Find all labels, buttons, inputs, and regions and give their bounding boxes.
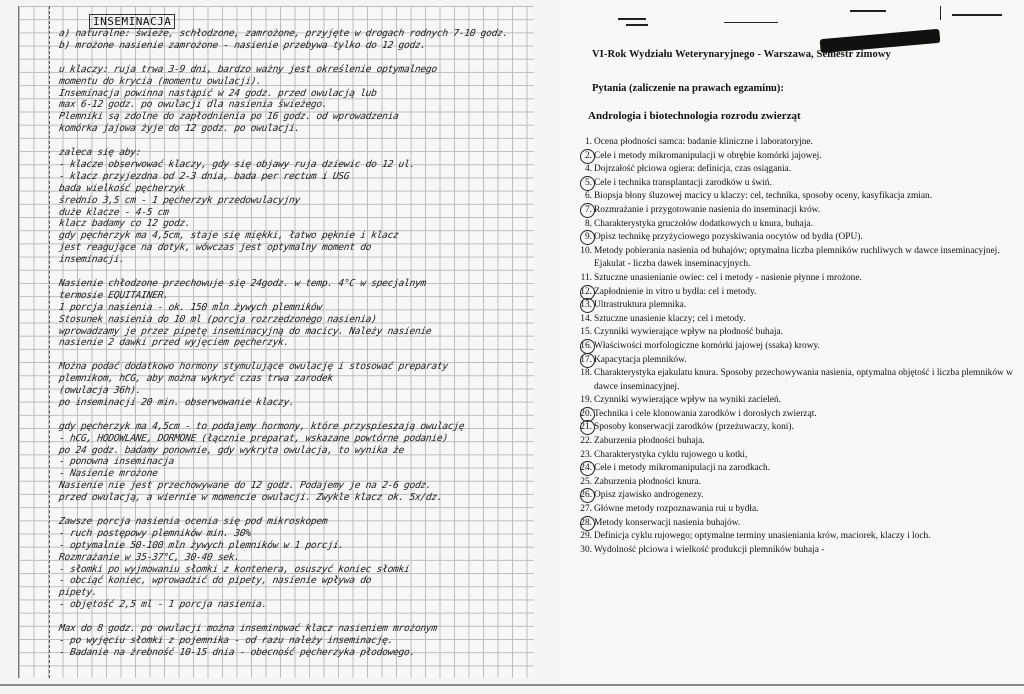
question-item	[574, 394, 1014, 408]
handwritten-line: wprowadzamy je przez pipetę inseminacyjną do macicy. Należy nasienie	[58, 325, 433, 337]
question-item	[574, 231, 1014, 245]
question-text: Dojrzałość płciowa ogiera: definicja, czas osiągania.	[594, 164, 792, 175]
handwritten-line: Plemniki są zdolne do zapłodnienia po 16 godz. od wprowadzenia	[58, 111, 400, 123]
question-text: Cele i metody mikromanipulacji na zarodkach.	[594, 463, 770, 474]
question-text: Kapacytacja plemników.	[594, 354, 687, 365]
question-text: Rozmrażanie i przygotowanie nasienia do inseminacji krów.	[594, 204, 821, 215]
handwritten-line: a) naturalne: świeże, schłodzone, zamrożone, przyjęte w drogach rodnych 7-10 godz.	[58, 28, 509, 39]
question-item	[574, 367, 1014, 394]
question-text: Metody pobierania nasienia od buhajów; optymalna liczba plemników ruchliwych w dawce inseminacyjnej. Ejakulat - liczba dawek inseminacyjnych.	[594, 245, 1000, 270]
question-text: Główne metody rozpoznawania rui u bydła.	[594, 504, 759, 515]
question-number: 19.	[580, 395, 592, 406]
handwritten-line: jest reagujące na dotyk, wówczas jest optymalny moment do	[58, 242, 372, 254]
question-number: 5.	[574, 177, 592, 191]
scan-mark	[850, 10, 886, 12]
handwritten-line: - słomki po wyjmowaniu słomki z kontenera, osuszyć koniec słomki	[58, 563, 411, 575]
question-item	[574, 150, 1014, 164]
handwritten-line: po inseminacji 20 min. obserwowanie klaczy.	[58, 396, 296, 408]
question-text: Opisz zjawisko androgenezy.	[594, 490, 704, 501]
question-number: 26.	[574, 489, 592, 503]
handwritten-line: 1 porcja nasienia - ok. 150 mln żywych plemników	[58, 301, 323, 313]
question-text: Definicja cyklu rujowego; optymalne terminy unasieniania krów, maciorek, klaczy i loch.	[594, 531, 931, 542]
handwritten-line: po 24 godz. badamy ponownie, gdy wykryta owulacja, to wynika że	[58, 444, 405, 456]
subject-title: Andrologia i biotechnologia rozrodu zwierząt	[588, 110, 801, 122]
question-number: 21.	[574, 421, 592, 435]
question-item	[574, 245, 1014, 272]
question-item	[574, 286, 1014, 300]
question-text: Zapłodnienie in vitro u bydła: cel i metody.	[594, 286, 757, 297]
question-text: Metody konserwacji nasienia buhajów.	[594, 517, 741, 528]
question-text: Opisz technikę przyżyciowego pozyskiwania oocytów od bydła (OPU).	[594, 232, 863, 243]
handwritten-line: - optymalnie 50-100 mln żywych plemników w 1 porcji.	[58, 539, 345, 551]
handwritten-line: Nasienie chłodzone przechowuje się 24godz. w temp. 4°C w specjalnym	[58, 277, 427, 289]
question-text: Technika i cele klonowania zarodków i dorosłych zwierząt.	[594, 408, 817, 419]
question-number: 24.	[574, 462, 592, 476]
question-item	[574, 489, 1014, 503]
handwritten-line: zaleca się aby:	[58, 147, 142, 158]
question-item	[574, 476, 1014, 490]
handwritten-line: przed owulacją, a wiernie w momencie owulacji. Zwykle klacz ok. 5x/dz.	[58, 492, 444, 504]
question-text: Charakterystyka ejakulatu knura. Sposoby przechowywania nasienia, optymalna objętość i liczba plemników w dawce inseminacyjnej.	[594, 368, 1013, 392]
question-item	[574, 421, 1014, 435]
question-item	[574, 530, 1014, 544]
handwritten-line: komórka jajowa żyje do 12 godz. po owulacji.	[58, 123, 301, 135]
question-item	[574, 503, 1014, 517]
handwritten-line: - ponowna inseminacja	[58, 456, 175, 468]
question-text: Cele i metody mikromanipulacji w obrębie komórki jajowej.	[594, 150, 822, 161]
scan-mark	[618, 18, 646, 20]
question-number: 27.	[580, 504, 592, 515]
question-number: 13.	[574, 299, 592, 313]
handwritten-line: klacz badamy co 12 godz.	[58, 218, 192, 230]
question-item	[574, 190, 1014, 204]
question-text: Zaburzenia płodności buhaja.	[594, 436, 705, 447]
question-number: 29.	[580, 531, 592, 542]
faculty-header: VI-Rok Wydziału Weterynaryjnego - Warszawa, Semestr zimowy	[592, 49, 891, 60]
handwritten-line: nasienie 2 dawki przed wyjęciem pęcherzyk.	[58, 337, 290, 349]
handwritten-line: - po wyjęciu słomki z pojemnika - od razu należy inseminację.	[58, 634, 394, 646]
handwritten-line: - objętość 2,5 ml - 1 porcja nasienia.	[58, 599, 268, 611]
question-number: 12.	[574, 286, 592, 300]
question-list	[574, 136, 1014, 557]
page-bottom-edge	[0, 684, 1024, 686]
question-number: 6.	[584, 191, 592, 202]
handwritten-line: b) mrożone nasienie zamrożone - nasienie przebywa tylko do 12 godz.	[58, 39, 427, 51]
handwritten-line: - Nasienie mrożone	[58, 468, 159, 480]
handwritten-line: gdy pęcherzyk ma 4,5cm, staje się miękki, łatwo pęknie i klacz	[58, 230, 400, 242]
handwritten-line: - obciąć koniec, wprowadzić do pipety, nasienie wpływa do	[58, 575, 372, 587]
question-text: Ocena płodności samca: badanie kliniczne i laboratoryjne.	[594, 137, 813, 147]
handwritten-notes-page	[18, 6, 534, 678]
handwritten-line: Stosunek nasienia do 10 ml (porcja rozrzedzonego nasienia)	[58, 313, 378, 325]
handwritten-line: Rozmrażanie w 35-37°C, 30-40 sek.	[58, 551, 241, 563]
question-item	[574, 340, 1014, 354]
handwritten-line: Zawsze porcja nasienia ocenia się pod mikroskopem	[58, 515, 329, 527]
question-number: 22.	[580, 436, 592, 447]
question-item	[574, 544, 1014, 558]
handwritten-line: - Badanie na żrebność 10-15 dnia - obecność pęcherzyka płodowego.	[58, 646, 416, 658]
question-text: Charakterystyka cyklu rujowego u kotki,	[594, 449, 748, 460]
question-number: 7.	[574, 204, 592, 218]
handwritten-line: u klaczy: ruja trwa 3-9 dni, bardzo ważny jest określenie optymalnego	[58, 63, 438, 75]
question-number: 30.	[580, 544, 592, 555]
question-number: 4.	[584, 164, 592, 175]
exam-heading: Pytania (zaliczenie na prawach egzaminu):	[592, 83, 784, 94]
handwritten-line: termosie EQUITAINER.	[58, 289, 170, 301]
handwritten-line: Można podać dodatkowo hormony stymulujące owulację i stosować preparaty	[58, 361, 449, 373]
question-text: Czynniki wywierające wpływ na wyniki zacieleń.	[594, 395, 781, 406]
question-item	[574, 435, 1014, 449]
question-text: Zaburzenia płodności knura.	[594, 476, 701, 487]
question-item	[574, 272, 1014, 286]
question-number: 2.	[574, 150, 592, 164]
question-number: 11.	[580, 272, 592, 283]
question-text: Ultrastruktura plemnika.	[594, 300, 687, 311]
question-item	[574, 299, 1014, 313]
handwritten-line: Nasienie nie jest przechowywane do 12 godz. Podajemy je na 2-6 godz.	[58, 480, 433, 492]
question-text: Charakterystyka gruczołów dodatkowych u knura, buhaja.	[594, 218, 813, 229]
question-number: 10.	[580, 245, 592, 256]
question-item	[574, 462, 1014, 476]
question-number: 17.	[574, 354, 592, 368]
question-item	[574, 326, 1014, 340]
question-item	[574, 136, 1014, 150]
question-text: Sztuczne unasienianie owiec: cel i metody - nasienie płynne i mrożone.	[594, 272, 862, 283]
handwritten-line: inseminacji.	[58, 254, 126, 266]
handwritten-line: (owulacja 36h).	[58, 385, 142, 396]
question-item	[574, 354, 1014, 368]
handwritten-line: - klacz przyjezdna od 2-3 dnia, bada per rectum i USG	[58, 170, 351, 182]
handwritten-line: - ruch postępowy plemników min. 30%	[58, 527, 252, 539]
scan-mark	[940, 6, 941, 20]
scan-mark	[952, 14, 1002, 16]
question-item	[574, 163, 1014, 177]
handwritten-line: max 6-12 godz. po owulacji dla nasienia świeżego.	[58, 99, 329, 111]
question-number: 8.	[584, 218, 592, 229]
question-text: Czynniki wywierające wpływ na płodność buhaja.	[594, 327, 784, 338]
question-item	[574, 517, 1014, 531]
question-item	[574, 177, 1014, 191]
margin-line	[49, 6, 51, 678]
question-number: 25.	[580, 476, 592, 487]
handwritten-line: średnio 3,5 cm - 1 pęcherzyk przedowulacyjny	[58, 194, 301, 206]
question-text: Wydolność płciowa i wielkość produkcji plemników buhaja -	[594, 544, 825, 555]
handwritten-line: momentu do krycia (momentu owulacji).	[58, 75, 263, 87]
handwritten-line: bada wielkość pęcherzyk	[58, 182, 186, 194]
question-number: 9.	[574, 231, 592, 245]
handwritten-line: - klacze obserwować klaczy, gdy się objawy ruja dziewic do 12 ul.	[58, 158, 416, 170]
question-text: Sposoby konserwacji zarodków (przeżuwaczy, koni).	[594, 422, 794, 433]
question-item	[574, 204, 1014, 218]
scan-mark	[626, 24, 648, 26]
question-text: Biopsja błony śluzowej macicy u klaczy: cel, technika, sposoby oceny, kasyfikacja zmian.	[594, 191, 933, 202]
handwritten-line: plemnikom, hCG, aby można wykryć czas trwa zarodek	[58, 373, 334, 385]
handwritten-line: Inseminacja powinna nastąpić w 24 godz. przed owulacją lub	[58, 87, 378, 99]
handwritten-line: - hCG, HODOWLANE, DORMONE (łącznie preparat, wskazane powtórne podanie)	[58, 432, 449, 444]
question-number: 15.	[580, 327, 592, 338]
question-number: 20.	[574, 408, 592, 422]
question-item	[574, 408, 1014, 422]
handwritten-line: Max do 8 godz. po owulacji można inseminować klacz nasieniem mrożonym	[58, 623, 438, 634]
question-number: 14.	[580, 313, 592, 324]
question-number: 18.	[580, 368, 592, 379]
question-number: 1.	[584, 137, 592, 147]
question-text: Sztuczne unasienie klaczy; cel i metody.	[594, 313, 746, 324]
handwritten-title: INSEMINACJA	[89, 14, 175, 29]
handwritten-line: duże klacze - 4-5 cm	[58, 206, 170, 218]
question-item	[574, 218, 1014, 232]
question-text: Cele i technika transplantacji zarodków u świń.	[594, 177, 772, 188]
question-number: 16.	[574, 340, 592, 354]
question-number: 23.	[580, 449, 592, 460]
question-text: Właściwości morfologiczne komórki jajowej (ssaka) krowy.	[594, 340, 820, 351]
question-number: 28.	[574, 517, 592, 531]
question-item	[574, 449, 1014, 463]
handwritten-line: pipety.	[58, 587, 99, 599]
handwritten-line: gdy pęcherzyk ma 4,5cm - to podajemy hormony, które przyspieszają owulację	[58, 420, 466, 432]
scan-mark	[724, 22, 778, 23]
question-item	[574, 313, 1014, 327]
